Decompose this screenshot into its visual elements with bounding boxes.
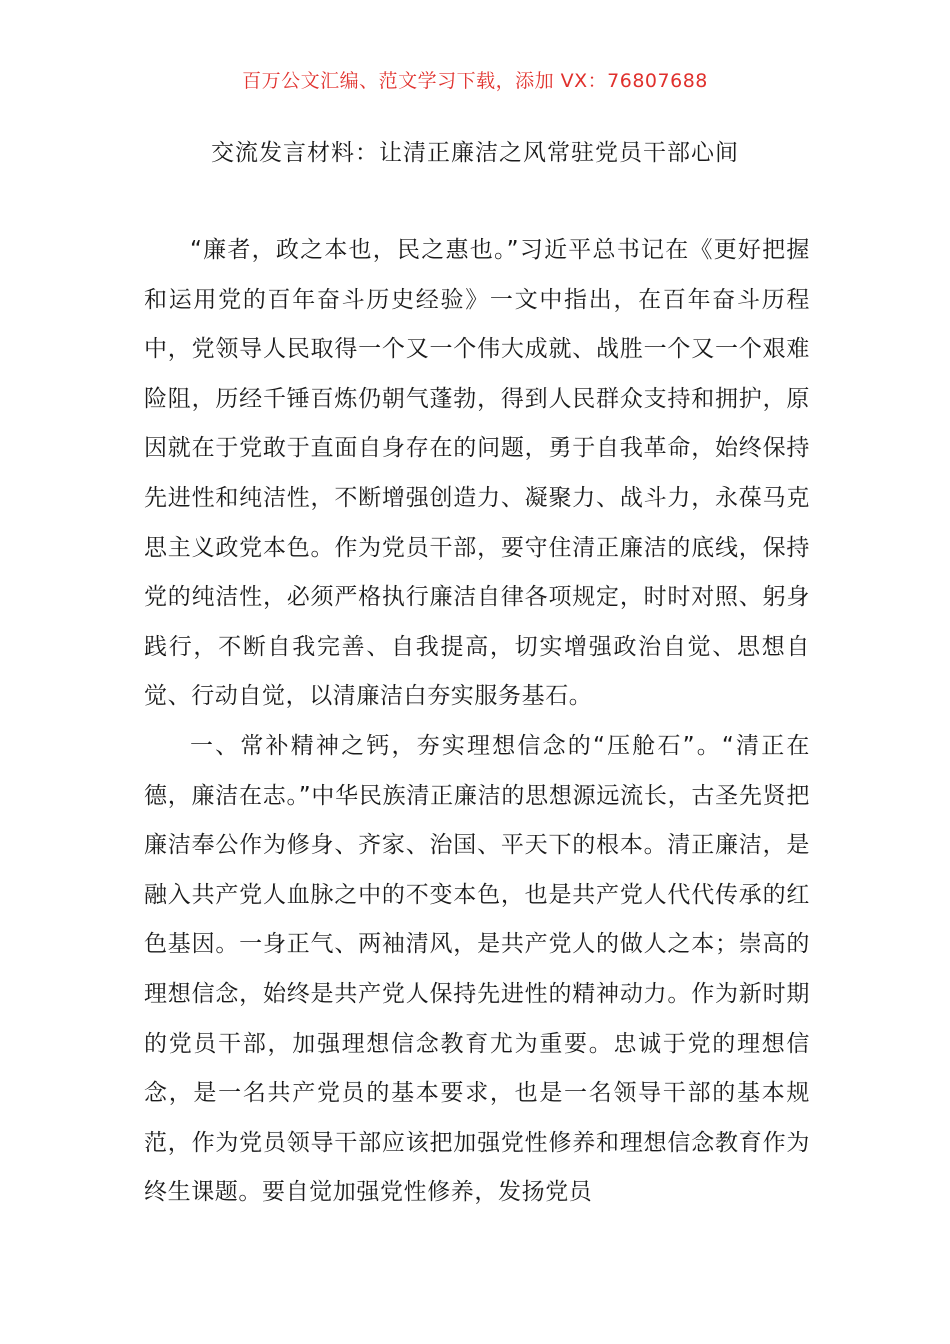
document-title: 交流发言材料：让清正廉洁之风常驻党员干部心间 bbox=[211, 140, 739, 166]
header-watermark-note: 百万公文汇编、范文学习下载，添加 VX：76807688 bbox=[242, 70, 708, 92]
paragraph: “廉者，政之本也，民之惠也。”习近平总书记在《更好把握和运用党的百年奋斗历史经验》一文中指出，在百年奋斗历程中，党领导人民取得一个又一个伟大成就、战胜一个又一个艰难险阻，历经千锤百炼仍朝气蓬勃，得到人民群众支持和拥护，原因就在于党敢于直面自身存在的问题，勇于自我革命，始终保持先进性和纯洁性，不断增强创造力、凝聚力、战斗力，永葆马克思主义政党本色。作为党员干部，要守住清正廉洁的底线，保持党的纯洁性，必须严格执行廉洁自律各项规定，时时对照、躬身践行，不断自我完善、自我提高，切实增强政治自觉、思想自觉、行动自觉，以清廉洁白夯实服务基石。 bbox=[144, 237, 810, 710]
paragraph: 一、常补精神之钙，夯实理想信念的“压舱石”。“清正在德，廉洁在志。”中华民族清正廉洁的思想源远流长，古圣先贤把廉洁奉公作为修身、齐家、治国、平天下的根本。清正廉洁，是融入共产党人血脉之中的不变本色，也是共产党人代代传承的红色基因。一身正气、两袖清风，是共产党人的做人之本；崇高的理想信念，始终是共产党人保持先进性的精神动力。作为新时期的党员干部，加强理想信念教育尤为重要。忠诚于党的理想信念，是一名共产党员的基本要求，也是一名领导干部的基本规范，作为党员领导干部应该把加强党性修养和理想信念教育作为终生课题。要自觉加强党性修养，发扬党员 bbox=[144, 732, 810, 1206]
document-body bbox=[144, 226, 810, 1218]
